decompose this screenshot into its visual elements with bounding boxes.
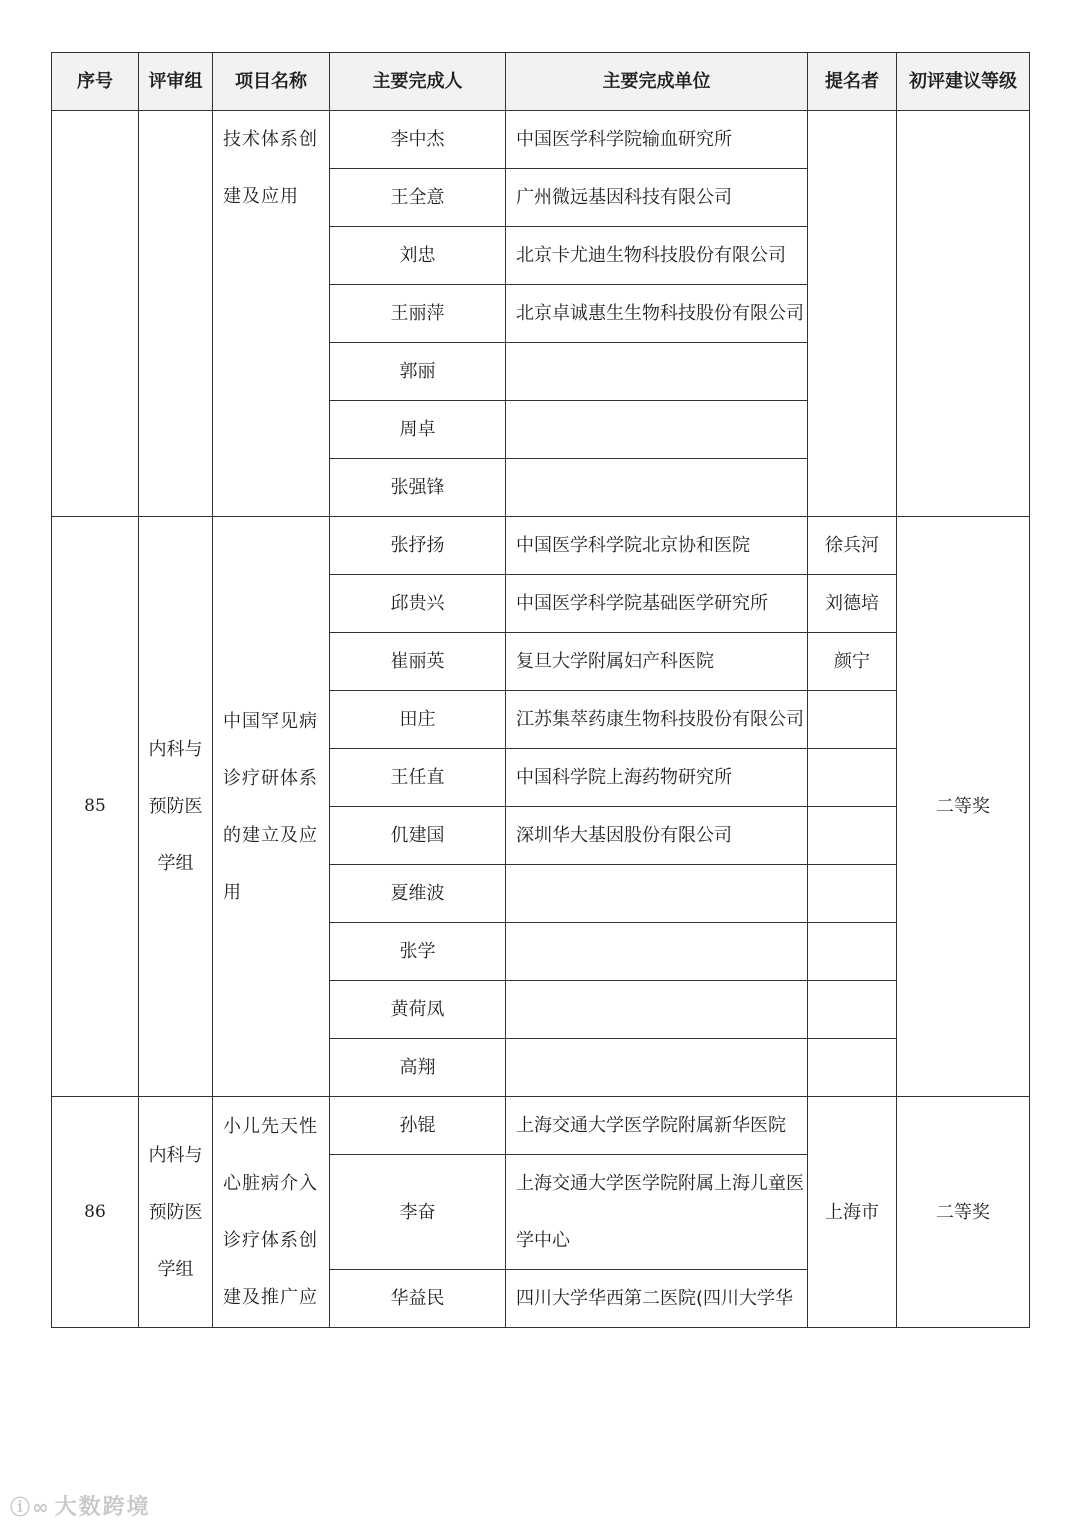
award-level: 二等奖 bbox=[897, 1097, 1030, 1328]
nominator-name bbox=[808, 865, 897, 923]
unit-name: 广州微远基因科技有限公司 bbox=[506, 169, 808, 227]
col-header-persons: 主要完成人 bbox=[330, 53, 506, 111]
nominator-name bbox=[808, 923, 897, 981]
person-name: 王全意 bbox=[330, 169, 506, 227]
watermark-text: 大数跨境 bbox=[54, 1495, 151, 1520]
unit-name: 深圳华大基因股份有限公司 bbox=[506, 807, 808, 865]
award-level: 二等奖 bbox=[897, 517, 1030, 1097]
unit-name: 江苏集萃药康生物科技股份有限公司 bbox=[506, 691, 808, 749]
nominator-name bbox=[808, 691, 897, 749]
person-name: 华益民 bbox=[330, 1270, 506, 1328]
review-group: 内科与预防医学组 bbox=[139, 1097, 213, 1328]
col-header-units: 主要完成单位 bbox=[506, 53, 808, 111]
nominator-cell bbox=[808, 111, 897, 517]
col-header-project: 项目名称 bbox=[213, 53, 330, 111]
unit-name: 北京卡尤迪生物科技股份有限公司 bbox=[506, 227, 808, 285]
level-cell bbox=[897, 111, 1030, 517]
unit-name bbox=[506, 981, 808, 1039]
col-header-level: 初评建议等级 bbox=[897, 53, 1030, 111]
table-row bbox=[52, 111, 1030, 169]
unit-name: 上海交通大学医学院附属新华医院 bbox=[506, 1097, 808, 1155]
unit-name: 四川大学华西第二医院(四川大学华 bbox=[506, 1270, 808, 1328]
nominator-name: 刘德培 bbox=[808, 575, 897, 633]
nominator-name: 颜宁 bbox=[808, 633, 897, 691]
unit-name: 上海交通大学医学院附属上海儿童医学中心 bbox=[506, 1155, 808, 1270]
group-cell bbox=[139, 111, 213, 517]
person-name: 高翔 bbox=[330, 1039, 506, 1097]
person-name: 邱贵兴 bbox=[330, 575, 506, 633]
watermark bbox=[10, 1490, 151, 1521]
project-name: 技术体系创建及应用 bbox=[213, 111, 330, 517]
person-name: 李奋 bbox=[330, 1155, 506, 1270]
col-header-seq: 序号 bbox=[52, 53, 139, 111]
header-row bbox=[52, 53, 1030, 111]
nominator-name bbox=[808, 1039, 897, 1097]
person-name: 孙锟 bbox=[330, 1097, 506, 1155]
unit-name: 中国医学科学院基础医学研究所 bbox=[506, 575, 808, 633]
unit-name: 北京卓诚惠生生物科技股份有限公司 bbox=[506, 285, 808, 343]
unit-name: 中国医学科学院输血研究所 bbox=[506, 111, 808, 169]
seq-number: 85 bbox=[52, 517, 139, 1097]
project-name: 小儿先天性心脏病介入诊疗体系创建及推广应 bbox=[213, 1097, 330, 1328]
col-header-nominator: 提名者 bbox=[808, 53, 897, 111]
unit-name: 中国医学科学院北京协和医院 bbox=[506, 517, 808, 575]
project-name: 中国罕见病诊疗研体系的建立及应用 bbox=[213, 517, 330, 1097]
unit-name bbox=[506, 343, 808, 401]
table-row bbox=[52, 1097, 1030, 1155]
person-name: 郭丽 bbox=[330, 343, 506, 401]
unit-name: 复旦大学附属妇产科医院 bbox=[506, 633, 808, 691]
unit-name: 中国科学院上海药物研究所 bbox=[506, 749, 808, 807]
review-group: 内科与预防医学组 bbox=[139, 517, 213, 1097]
unit-name bbox=[506, 865, 808, 923]
col-header-group: 评审组 bbox=[139, 53, 213, 111]
person-name: 张抒扬 bbox=[330, 517, 506, 575]
person-name: 王丽萍 bbox=[330, 285, 506, 343]
unit-name bbox=[506, 923, 808, 981]
person-name: 刘忠 bbox=[330, 227, 506, 285]
nominator-name bbox=[808, 981, 897, 1039]
person-name: 田庄 bbox=[330, 691, 506, 749]
watermark-logo-icon: ⓘ∞ bbox=[10, 1495, 51, 1519]
seq-cell bbox=[52, 111, 139, 517]
nominator-name bbox=[808, 807, 897, 865]
seq-number: 86 bbox=[52, 1097, 139, 1328]
award-table bbox=[51, 52, 1030, 1328]
unit-name bbox=[506, 1039, 808, 1097]
nominator-name bbox=[808, 749, 897, 807]
person-name: 张强锋 bbox=[330, 459, 506, 517]
unit-name bbox=[506, 459, 808, 517]
table-row bbox=[52, 517, 1030, 575]
person-name: 张学 bbox=[330, 923, 506, 981]
person-name: 周卓 bbox=[330, 401, 506, 459]
person-name: 黄荷凤 bbox=[330, 981, 506, 1039]
nominator-name: 上海市 bbox=[808, 1097, 897, 1328]
unit-name bbox=[506, 401, 808, 459]
person-name: 李中杰 bbox=[330, 111, 506, 169]
person-name: 崔丽英 bbox=[330, 633, 506, 691]
person-name: 王任直 bbox=[330, 749, 506, 807]
person-name: 仉建国 bbox=[330, 807, 506, 865]
person-name: 夏维波 bbox=[330, 865, 506, 923]
nominator-name: 徐兵河 bbox=[808, 517, 897, 575]
